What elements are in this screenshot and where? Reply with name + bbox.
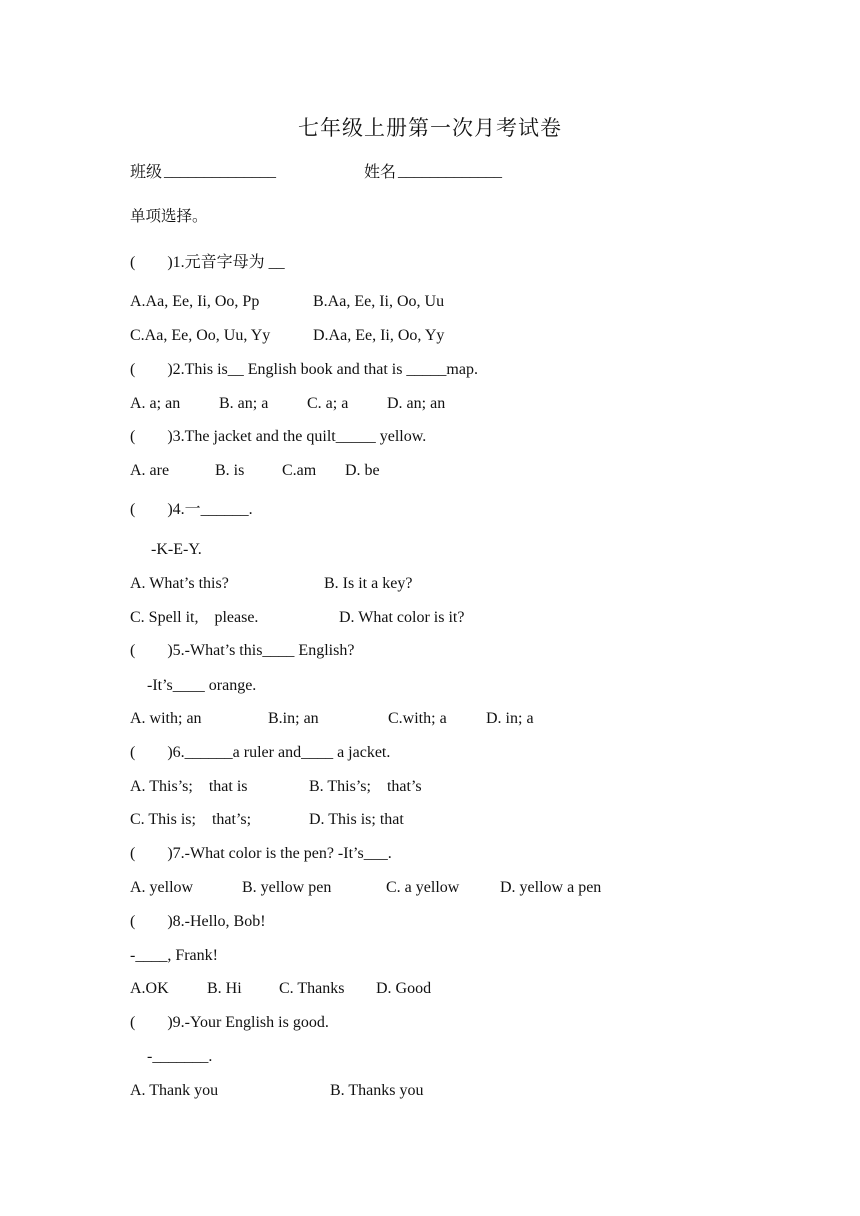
q6-option-d: D. This is; that: [309, 811, 404, 828]
class-label: 班级: [130, 162, 163, 181]
question-8-stem: ( )8.-Hello, Bob!: [130, 913, 266, 930]
q1-option-c: C.Aa, Ee, Oo, Uu, Yy: [130, 327, 271, 344]
question-9-stem: ( )9.-Your English is good.: [130, 1014, 329, 1031]
q3-option-a: A. are: [130, 462, 170, 479]
q3-option-b: B. is: [215, 462, 245, 479]
q1-option-b: B.Aa, Ee, Ii, Oo, Uu: [313, 293, 445, 310]
q9-option-a: A. Thank you: [130, 1082, 219, 1099]
q9-reply: -_______.: [147, 1048, 213, 1065]
q5-option-a: A. with; an: [130, 710, 202, 727]
q5-option-d: D. in; a: [486, 710, 534, 727]
q5-option-c: C.with; a: [388, 710, 447, 727]
question-6-stem: ( )6.______a ruler and____ a jacket.: [130, 744, 391, 761]
section-heading: 单项选择。: [130, 207, 208, 225]
q7-option-c: C. a yellow: [386, 879, 460, 896]
q4-option-b: B. Is it a key?: [324, 575, 413, 592]
q1-option-d: D.Aa, Ee, Ii, Oo, Yy: [313, 327, 445, 344]
q6-option-c: C. This is; that’s;: [130, 811, 252, 828]
q8-option-d: D. Good: [376, 980, 432, 997]
q2-option-d: D. an; an: [387, 395, 446, 412]
q2-option-a: A. a; an: [130, 395, 181, 412]
question-2-stem: ( )2.This is__ English book and that is _____map.: [130, 361, 478, 378]
q4-option-d: D. What color is it?: [339, 609, 465, 626]
q8-reply: -____, Frank!: [130, 947, 218, 964]
question-1-stem: ( )1.元音字母为 __: [130, 254, 285, 271]
q2-option-b: B. an; a: [219, 395, 269, 412]
q6-option-a: A. This’s; that is: [130, 778, 248, 795]
question-7-stem: ( )7.-What color is the pen? -It’s___.: [130, 845, 392, 862]
q4-option-c: C. Spell it, please.: [130, 609, 259, 626]
q8-option-b: B. Hi: [207, 980, 242, 997]
question-3-stem: ( )3.The jacket and the quilt_____ yellow.: [130, 428, 427, 445]
q4-reply: -K-E-Y.: [151, 541, 202, 558]
q3-option-c: C.am: [282, 462, 317, 479]
class-blank: ______________: [164, 163, 276, 180]
q7-option-a: A. yellow: [130, 879, 194, 896]
q5-option-b: B.in; an: [268, 710, 319, 727]
q5-reply: -It’s____ orange.: [147, 677, 257, 694]
q9-option-b: B. Thanks you: [330, 1082, 424, 1099]
name-label: 姓名: [364, 162, 397, 181]
exam-title: 七年级上册第一次月考试卷: [298, 116, 562, 140]
name-blank: _____________: [398, 163, 502, 180]
q4-option-a: A. What’s this?: [130, 575, 229, 592]
q8-option-c: C. Thanks: [279, 980, 345, 997]
question-4-stem: ( )4.一______.: [130, 501, 253, 518]
q8-option-a: A.OK: [130, 980, 169, 997]
q3-option-d: D. be: [345, 462, 380, 479]
q6-option-b: B. This’s; that’s: [309, 778, 422, 795]
question-5-stem: ( )5.-What’s this____ English?: [130, 642, 355, 659]
q2-option-c: C. a; a: [307, 395, 349, 412]
q7-option-b: B. yellow pen: [242, 879, 332, 896]
q7-option-d: D. yellow a pen: [500, 879, 602, 896]
q1-option-a: A.Aa, Ee, Ii, Oo, Pp: [130, 293, 260, 310]
